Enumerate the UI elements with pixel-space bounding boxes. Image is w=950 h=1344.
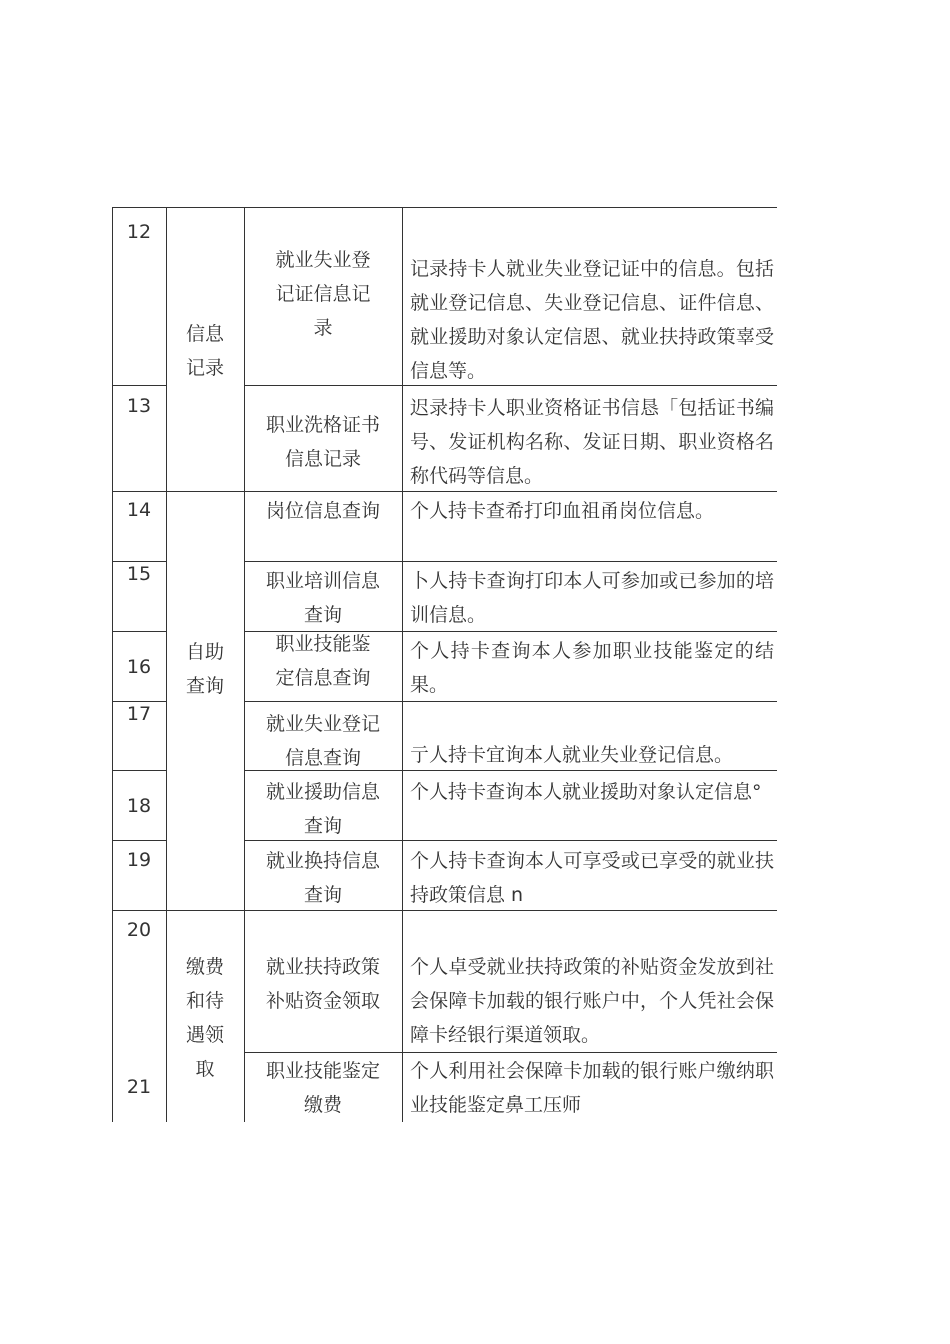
- item-description: 个人持卡查询本人参加职业技能鉴定的结果。: [410, 640, 774, 696]
- item-name: 职业技能鉴定 缴费: [265, 1060, 380, 1116]
- row-divider: [112, 770, 166, 771]
- row-number: 17: [126, 703, 152, 725]
- item-name: 就业失业登记 信息查询: [265, 713, 380, 769]
- row-number: 18: [126, 795, 152, 817]
- item-name: 岗位信息查询: [265, 500, 380, 522]
- row-divider: [112, 385, 166, 386]
- item-description: 卜人持卡查询打印本人可参加或已参加的培训信息。: [410, 570, 774, 626]
- item-description: 个人利用社会保障卡加载的银行账户缴纳职业技能鉴定鼻工压师: [410, 1060, 774, 1116]
- row-number: 12: [126, 221, 152, 243]
- table-top-border: [112, 207, 777, 208]
- item-description: 个人卓受就业扶持政策的补贴资金发放到社会保障卡加载的银行账户中，个人凭社会保障卡经银行渠道领取。: [410, 956, 774, 1046]
- row-number: 13: [126, 395, 152, 417]
- row-number: 19: [126, 849, 152, 871]
- item-name: 职业洗格证书 信息记录: [265, 414, 380, 470]
- item-name: 职业培训信息 查询: [265, 570, 380, 626]
- row-number: 14: [126, 499, 152, 521]
- item-description: 亍人持卡宜询本人就业失业登记信息。: [410, 744, 734, 766]
- row-number: 15: [126, 563, 152, 585]
- item-description: 记录持卡人就业失业登记证中的信息。包括就业登记信息、失业登记信息、证件信息、就业援助对象认定信恩、就业扶持政策辜受信息等。: [410, 258, 774, 382]
- row-divider: [112, 631, 166, 632]
- item-description: 迟录持卡人职业资格证书信恳「包括证书编号、发证机构名称、发证日期、职业资格名称代码等信息。: [410, 397, 774, 487]
- item-description: 个人持卡查希打印血祖甬岗位信息。: [410, 500, 715, 522]
- item-description: 个人持卡查询本人就业援助对象认定信息°: [410, 781, 762, 803]
- item-name: 就业援助信息 查询: [265, 781, 380, 837]
- item-description: 个人持卡查询本人可享受或已享受的就业扶持政策信息 n: [410, 850, 774, 906]
- item-name: 就业换持信息 查询: [265, 850, 380, 906]
- service-table: [112, 207, 777, 1122]
- row-number: 21: [126, 1076, 152, 1098]
- row-divider: [244, 561, 777, 562]
- row-number: 16: [126, 656, 152, 678]
- item-name: 就业扶持政策 补贴资金领取: [265, 956, 380, 1012]
- category-cell: 缴费 和待 遇领 取: [185, 956, 224, 1080]
- row-number: 20: [126, 919, 152, 941]
- item-name: 就业失业登 记证信息记 录: [275, 249, 371, 339]
- row-divider: [244, 1052, 777, 1053]
- category-cell: 信息 记录: [185, 323, 224, 379]
- item-name: 职业技能鉴 定信息查询: [275, 633, 371, 689]
- column-divider: [402, 207, 403, 1122]
- row-divider: [112, 840, 166, 841]
- category-cell: 自助 查询: [185, 641, 224, 697]
